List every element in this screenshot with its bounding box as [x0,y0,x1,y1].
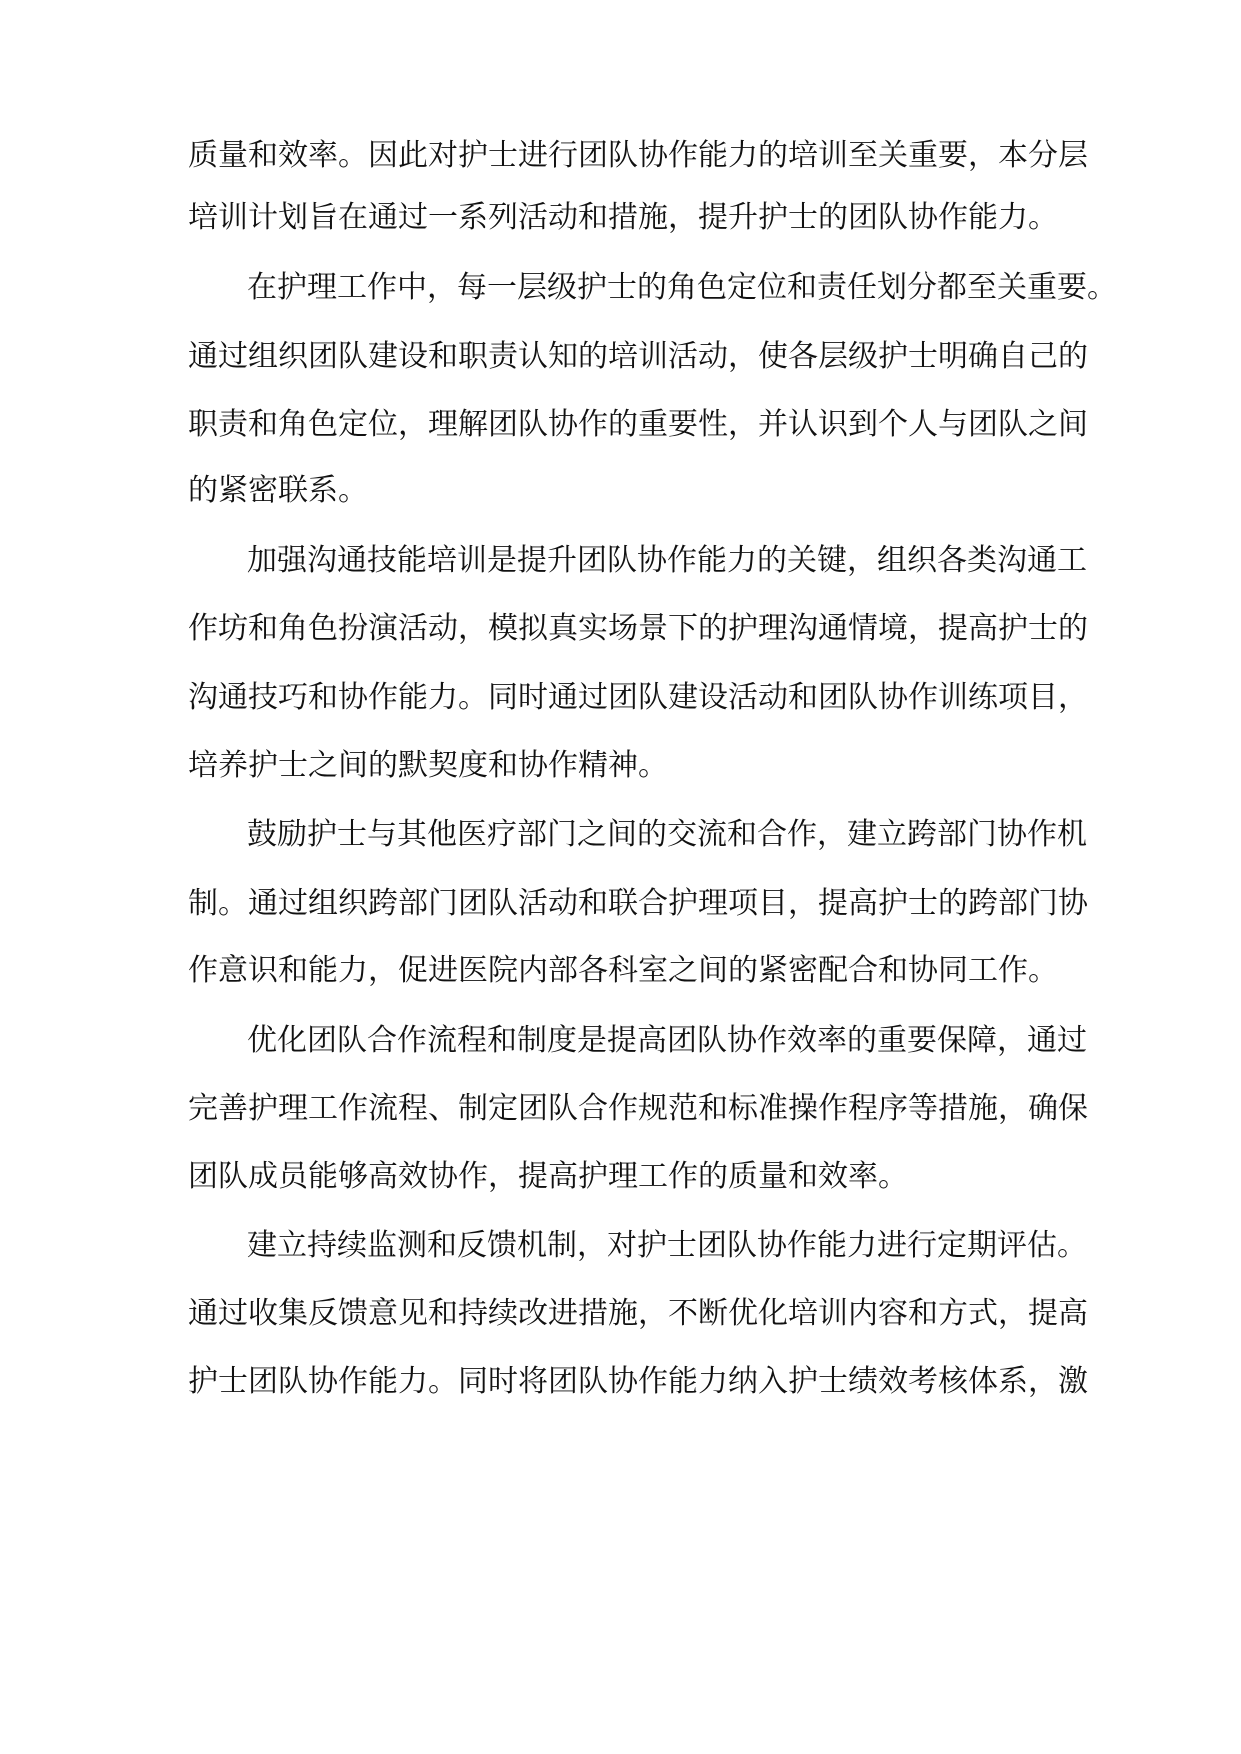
text-line: 质量和效率。因此对护士进行团队协作能力的培训至关重要，本分层 [188,138,1088,173]
text-line: 通过收集反馈意见和持续改进措施，不断优化培训内容和方式，提高 [188,1296,1088,1331]
text-line: 培训计划旨在通过一系列活动和措施，提升护士的团队协作能力。 [188,200,1058,235]
text-line: 沟通技巧和协作能力。同时通过团队建设活动和团队协作训练项目， [188,680,1088,715]
text-line: 在护理工作中，每一层级护士的角色定位和责任划分都至关重要。 [247,270,1117,305]
text-line: 通过组织团队建设和职责认知的培训活动，使各层级护士明确自己的 [188,339,1088,374]
text-line: 制。通过组织跨部门团队活动和联合护理项目，提高护士的跨部门协 [188,886,1088,921]
text-line: 鼓励护士与其他医疗部门之间的交流和合作，建立跨部门协作机 [247,817,1087,852]
text-line: 加强沟通技能培训是提升团队协作能力的关键，组织各类沟通工 [247,543,1087,578]
text-line: 优化团队合作流程和制度是提高团队协作效率的重要保障，通过 [247,1023,1087,1058]
text-line: 护士团队协作能力。同时将团队协作能力纳入护士绩效考核体系，激 [188,1364,1088,1399]
text-line: 培养护士之间的默契度和协作精神。 [188,748,668,783]
text-line: 完善护理工作流程、制定团队合作规范和标准操作程序等措施，确保 [188,1091,1088,1126]
text-line: 建立持续监测和反馈机制，对护士团队协作能力进行定期评估。 [247,1228,1087,1263]
text-line: 作意识和能力，促进医院内部各科室之间的紧密配合和协同工作。 [188,953,1058,988]
text-line: 职责和角色定位，理解团队协作的重要性，并认识到个人与团队之间 [188,407,1088,442]
text-line: 作坊和角色扮演活动，模拟真实场景下的护理沟通情境，提高护士的 [188,611,1088,646]
text-line: 的紧密联系。 [188,473,368,508]
text-line: 团队成员能够高效协作，提高护理工作的质量和效率。 [188,1159,908,1194]
